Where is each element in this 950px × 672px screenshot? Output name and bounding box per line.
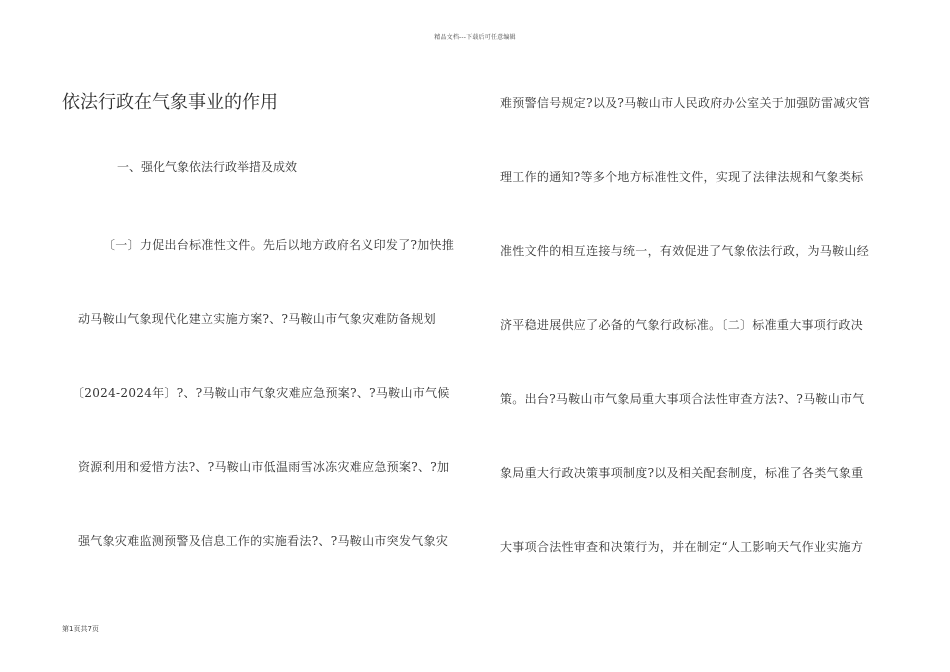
paragraph-line: 大事项合法性审查和决策行为，并在制定“人工影响天气作业实施方: [500, 540, 864, 554]
document-title: 依法行政在气象事业的作用: [62, 92, 278, 113]
paragraph-line: 难预警信号规定?以及?马鞍山市人民政府办公室关于加强防雷减灾管: [500, 96, 871, 110]
paragraph-line: 策。出台?马鞍山市气象局重大事项合法性审查方法?、?马鞍山市气: [500, 392, 865, 406]
document-header-note: 精品文档---下载后可任意编辑: [434, 34, 516, 41]
paragraph-line: 准性文件的相互连接与统一，有效促进了气象依法行政，为马鞍山经: [500, 244, 870, 258]
section-heading: 一、强化气象依法行政举措及成效: [117, 160, 298, 174]
paragraph-line: 象局重大行政决策事项制度?以及相关配套制度，标准了各类气象重: [500, 466, 864, 480]
paragraph-line: 强气象灾难监测预警及信息工作的实施看法?、?马鞍山市突发气象灾: [78, 534, 449, 548]
paragraph-line: 〔一〕力促出台标准性文件。先后以地方政府名义印发了?加快推: [103, 238, 455, 252]
paragraph-line: 动马鞍山气象现代化建立实施方案?、?马鞍山市气象灾难防备规划: [78, 312, 436, 326]
paragraph-line: 理工作的通知?等多个地方标准性文件，实现了法律法规和气象类标: [500, 170, 864, 184]
paragraph-line: 〔2024-2024年〕?、?马鞍山市气象灾难应急预案?、?马鞍山市气候: [72, 386, 450, 400]
page-number: 第1页共7页: [62, 625, 99, 633]
paragraph-line: 资源利用和爱惜方法?、?马鞍山市低温雨雪冰冻灾难应急预案?、?加: [78, 460, 450, 474]
paragraph-line: 济平稳进展供应了必备的气象行政标准。〔二〕标准重大事项行政决: [500, 318, 864, 332]
